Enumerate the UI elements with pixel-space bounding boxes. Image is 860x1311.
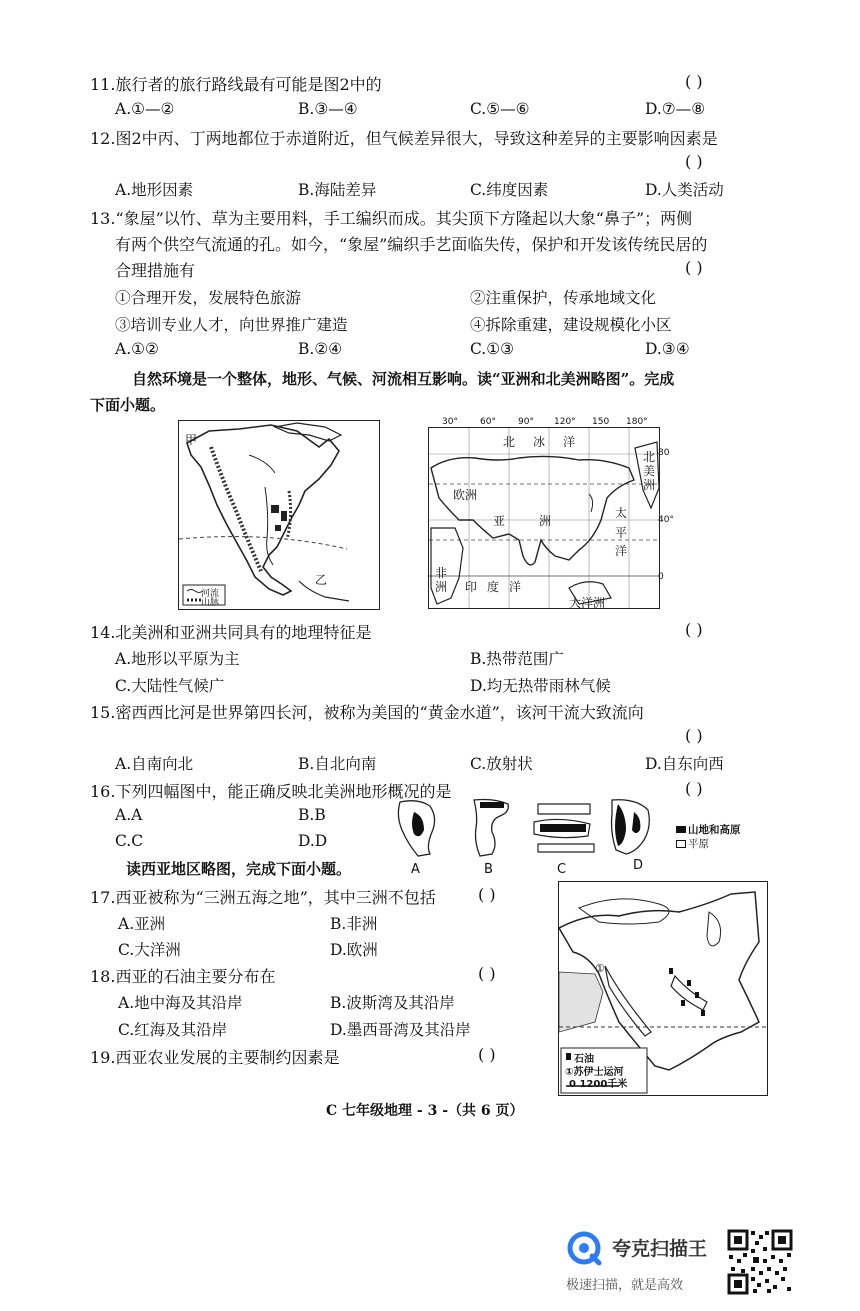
watermark-brand: 夸克扫描王 bbox=[612, 1238, 708, 1260]
q16-legend-mountain: 山地和高原 bbox=[688, 824, 741, 836]
q18-option-d: D.墨西哥湾及其沿岸 bbox=[330, 1021, 471, 1039]
q16-landform-figures bbox=[390, 796, 690, 858]
west-asia-legend-oil: 石油 bbox=[574, 1054, 594, 1065]
q16-legend-plain: 平原 bbox=[688, 838, 709, 850]
q12-option-d: D.人类活动 bbox=[645, 181, 724, 199]
asia-label-indian-1: 印 bbox=[465, 580, 478, 594]
asia-label-africa-2: 洲 bbox=[435, 580, 448, 594]
west-asia-map bbox=[558, 881, 768, 1096]
q12-option-b: B.海陆差异 bbox=[298, 181, 377, 199]
q14-option-b: B.热带范围广 bbox=[470, 650, 564, 668]
asia-lat-40: 40° bbox=[658, 515, 674, 525]
q16-option-c: C.C bbox=[115, 832, 144, 850]
q13-item-1: ①合理开发，发展特色旅游 bbox=[115, 289, 302, 307]
q15-text: 15.密西西比河是世界第四长河，被称为美国的“黄金水道”，该河干流大致流向 bbox=[90, 703, 644, 722]
q15-option-c: C.放射状 bbox=[470, 755, 533, 773]
q13-item-4: ④拆除重建，建设规模化小区 bbox=[470, 316, 672, 334]
q18-option-a: A.地中海及其沿岸 bbox=[118, 994, 243, 1012]
q18-answer-paren: ( ) bbox=[478, 964, 496, 983]
q18-text: 18.西亚的石油主要分布在 bbox=[90, 967, 276, 986]
intro2-text: 读西亚地区略图，完成下面小题。 bbox=[126, 860, 352, 878]
q13-answer-paren: ( ) bbox=[685, 258, 703, 277]
asia-label-europe: 欧洲 bbox=[453, 488, 478, 502]
q13-option-c: C.①③ bbox=[470, 340, 515, 358]
watermark-slogan: 极速扫描，就是高效 bbox=[566, 1278, 684, 1293]
q16-legend-plain-swatch bbox=[676, 840, 686, 848]
asia-label-pacific-3: 洋 bbox=[615, 544, 628, 558]
asia-lon-30: 30° bbox=[442, 417, 458, 427]
q18-option-b: B.波斯湾及其沿岸 bbox=[330, 994, 455, 1012]
q13-line1: 13.“象屋”以竹、草为主要用料，手工编织而成。其尖顶下方隆起以大象“鼻子”；两侧 bbox=[90, 209, 693, 228]
q16-fig-label-c: C bbox=[557, 862, 567, 877]
intro1-line2: 下面小题。 bbox=[90, 396, 166, 414]
asia-label-asia-1: 亚 bbox=[493, 514, 506, 528]
asia-lon-180: 180° bbox=[626, 417, 648, 427]
asia-label-arctic-1: 北 bbox=[503, 435, 516, 449]
page-footer: C 七年级地理 - 3 -（共 6 页） bbox=[326, 1103, 524, 1119]
quark-logo-icon bbox=[566, 1230, 602, 1266]
q16-text: 16.下列四幅图中，能正确反映北美洲地形概况的是 bbox=[90, 782, 452, 801]
q17-option-a: A.亚洲 bbox=[118, 915, 166, 933]
west-asia-legend-scale: 0 1200千米 bbox=[569, 1079, 628, 1090]
na-label-jia: 甲 bbox=[185, 433, 198, 447]
asia-label-pacific-2: 平 bbox=[615, 526, 628, 540]
q14-answer-paren: ( ) bbox=[685, 620, 703, 639]
q15-option-b: B.自北向南 bbox=[298, 755, 377, 773]
q15-answer-paren: ( ) bbox=[685, 726, 703, 745]
q12-option-a: A.地形因素 bbox=[115, 181, 194, 199]
q11-option-d: D.⑦—⑧ bbox=[645, 100, 706, 118]
q13-option-d: D.③④ bbox=[645, 340, 690, 358]
asia-label-oceania: 大洋洲 bbox=[569, 596, 606, 609]
asia-lat-0: 0 bbox=[658, 572, 664, 582]
q16-option-a: A.A bbox=[115, 806, 143, 824]
q16-legend-mountain-swatch bbox=[676, 826, 686, 833]
na-label-yi: 乙 bbox=[315, 573, 328, 587]
q15-option-a: A.自南向北 bbox=[115, 755, 194, 773]
na-legend-mountain: 山脉 bbox=[201, 598, 220, 608]
q11-text: 11.旅行者的旅行路线最有可能是图2中的 bbox=[90, 75, 382, 94]
q11-answer-paren: ( ) bbox=[685, 72, 703, 91]
q17-option-d: D.欧洲 bbox=[330, 941, 378, 959]
q13-item-3: ③培训专业人才，向世界推广建造 bbox=[115, 316, 348, 334]
q16-answer-paren: ( ) bbox=[685, 779, 703, 798]
asia-label-indian-2: 度 bbox=[487, 580, 500, 594]
q14-option-c: C.大陆性气候广 bbox=[115, 677, 225, 695]
q13-option-a: A.①② bbox=[115, 340, 159, 358]
q13-line2: 有两个供空气流通的孔。如今，“象屋”编织手艺面临失传，保护和开发该传统民居的 bbox=[115, 235, 708, 254]
q11-option-a: A.①—② bbox=[115, 100, 175, 118]
west-asia-legend-suez: ①苏伊士运河 bbox=[565, 1067, 624, 1078]
q17-option-c: C.大洋洲 bbox=[118, 941, 181, 959]
west-asia-suez-marker: ① bbox=[595, 962, 605, 975]
asia-label-arctic-3: 洋 bbox=[563, 435, 576, 449]
q14-option-a: A.地形以平原为主 bbox=[115, 650, 240, 668]
asia-map bbox=[428, 427, 660, 609]
asia-lon-150: 150 bbox=[592, 417, 610, 427]
q13-option-b: B.②④ bbox=[298, 340, 343, 358]
q19-text: 19.西亚农业发展的主要制约因素是 bbox=[90, 1048, 340, 1067]
q13-item-2: ②注重保护，传承地域文化 bbox=[470, 289, 657, 307]
asia-lon-120: 120° bbox=[554, 417, 576, 427]
q12-option-c: C.纬度因素 bbox=[470, 181, 549, 199]
q14-option-d: D.均无热带雨林气候 bbox=[470, 677, 611, 695]
q16-option-d: D.D bbox=[298, 832, 328, 850]
q12-answer-paren: ( ) bbox=[685, 152, 703, 171]
q17-answer-paren: ( ) bbox=[478, 885, 496, 904]
q16-fig-label-b: B bbox=[484, 862, 493, 877]
asia-lon-60: 60° bbox=[480, 417, 496, 427]
asia-label-na-1: 北 bbox=[643, 450, 656, 464]
q17-option-b: B.非洲 bbox=[330, 915, 378, 933]
q11-option-c: C.⑤—⑥ bbox=[470, 100, 530, 118]
asia-label-asia-2: 洲 bbox=[539, 514, 552, 528]
north-america-map bbox=[178, 420, 380, 610]
q11-option-b: B.③—④ bbox=[298, 100, 358, 118]
asia-lat-80: 80 bbox=[658, 448, 670, 458]
asia-label-na-3: 洲 bbox=[643, 478, 656, 492]
q16-option-b: B.B bbox=[298, 806, 326, 824]
q12-text: 12.图2中丙、丁两地都位于赤道附近，但气候差异很大，导致这种差异的主要影响因素是 bbox=[90, 129, 718, 148]
q16-fig-label-d: D bbox=[633, 858, 644, 873]
q16-fig-label-a: A bbox=[411, 862, 420, 877]
q17-text: 17.西亚被称为“三洲五海之地”，其中三洲不包括 bbox=[90, 888, 436, 907]
q18-option-c: C.红海及其沿岸 bbox=[118, 1021, 228, 1039]
asia-lon-90: 90° bbox=[518, 417, 534, 427]
q14-text: 14.北美洲和亚洲共同具有的地理特征是 bbox=[90, 623, 372, 642]
na-legend-river: 河流 bbox=[201, 589, 220, 599]
asia-label-pacific-1: 太 bbox=[615, 506, 628, 520]
asia-label-indian-3: 洋 bbox=[509, 580, 522, 594]
intro1-line1: 自然环境是一个整体，地形、气候、河流相互影响。读“亚洲和北美洲略图”。完成 bbox=[132, 370, 675, 388]
q15-option-d: D.自东向西 bbox=[645, 755, 724, 773]
qr-code-icon bbox=[727, 1229, 793, 1295]
q19-answer-paren: ( ) bbox=[478, 1045, 496, 1064]
q13-line3: 合理措施有 bbox=[115, 261, 196, 280]
north-america-map-drawing bbox=[179, 421, 379, 609]
asia-label-na-2: 美 bbox=[643, 464, 656, 478]
asia-label-arctic-2: 冰 bbox=[533, 435, 546, 449]
asia-label-africa-1: 非 bbox=[435, 566, 448, 580]
